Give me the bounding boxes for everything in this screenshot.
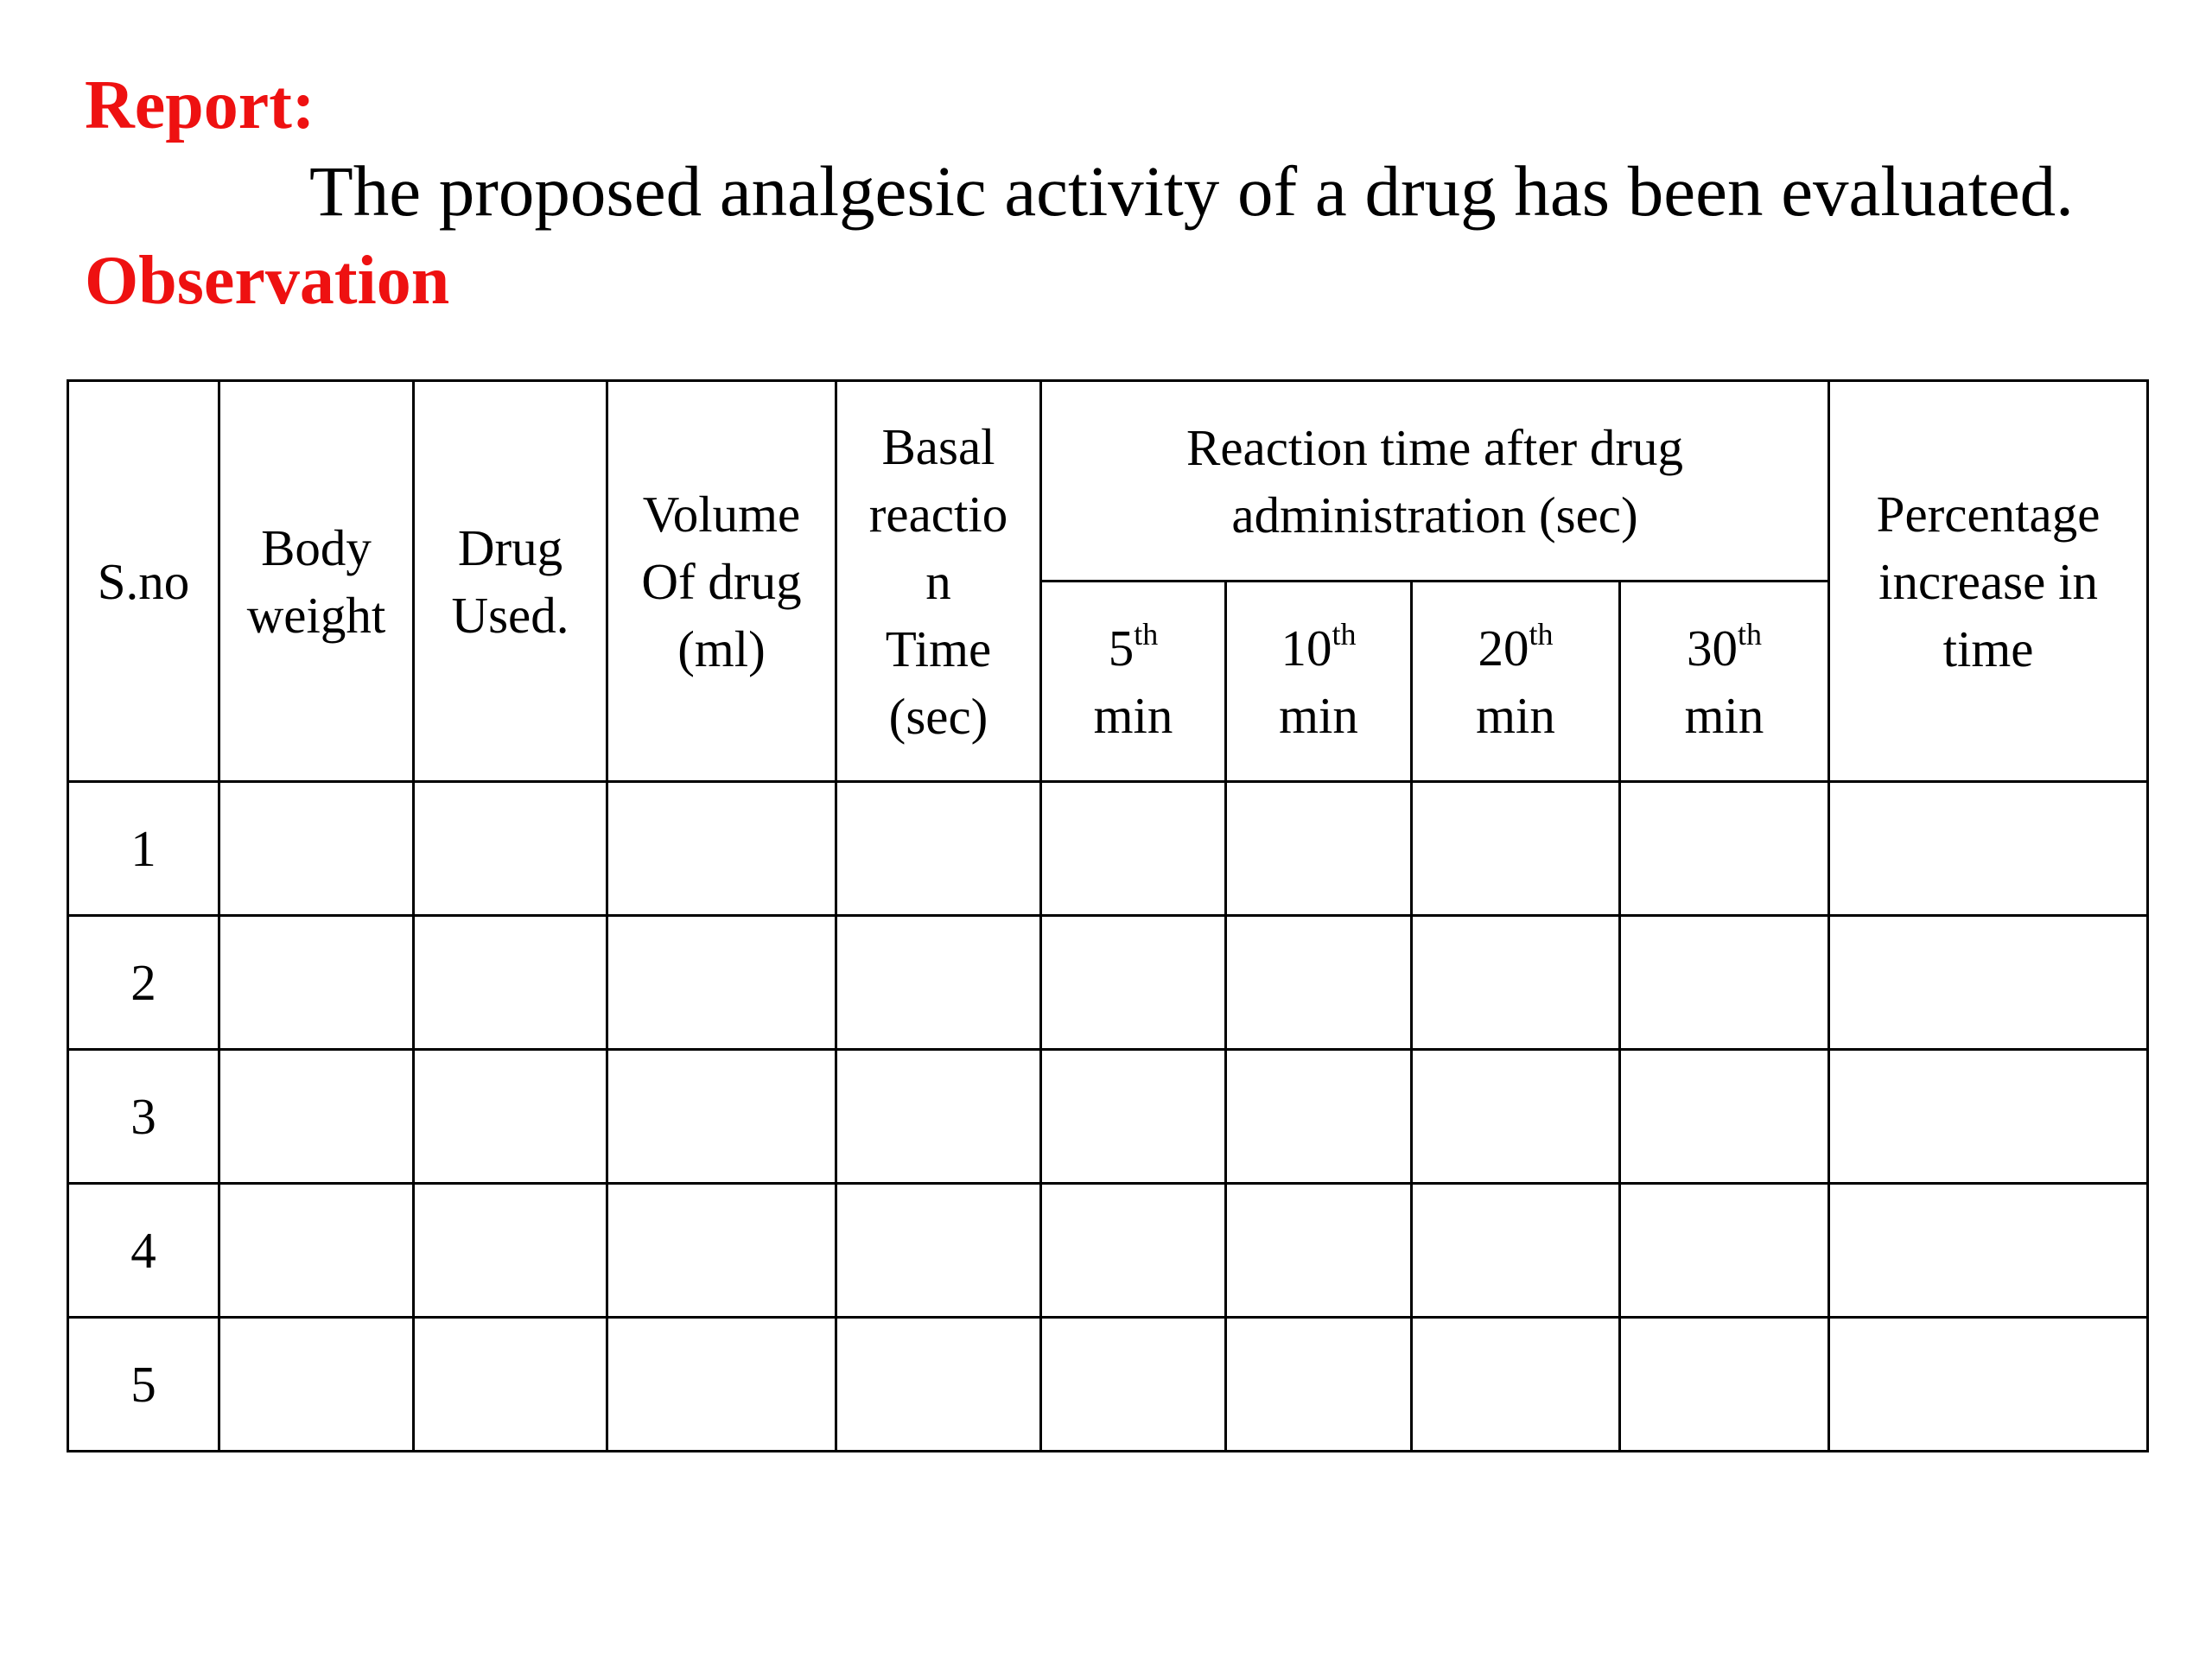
empty-cell (1412, 916, 1620, 1050)
sno-cell: 4 (68, 1184, 219, 1318)
empty-cell (414, 1318, 607, 1452)
header-reaction-time-group: Reaction time after drug administration (sec) (1041, 381, 1829, 582)
empty-cell (607, 1318, 836, 1452)
empty-cell (1829, 782, 2148, 916)
table-row (68, 1050, 2148, 1184)
empty-cell (1041, 916, 1226, 1050)
empty-cell (836, 782, 1041, 916)
empty-cell (1412, 782, 1620, 916)
empty-cell (607, 916, 836, 1050)
empty-cell (1620, 782, 1829, 916)
empty-cell (414, 782, 607, 916)
empty-cell (1620, 1050, 1829, 1184)
empty-cell (1041, 1050, 1226, 1184)
empty-cell (219, 1184, 414, 1318)
empty-cell (1829, 1184, 2148, 1318)
report-heading: Report: (85, 67, 315, 143)
header-body-weight: Body weight (219, 381, 414, 782)
sno-cell: 3 (68, 1050, 219, 1184)
empty-cell (836, 1050, 1041, 1184)
empty-cell (836, 1318, 1041, 1452)
observation-heading: Observation (85, 243, 450, 319)
sno-cell: 1 (68, 782, 219, 916)
table-row (68, 782, 2148, 916)
empty-cell (414, 1050, 607, 1184)
observation-table (67, 379, 2149, 1452)
header-basal-reaction-time: Basal reactio n Time (sec) (836, 381, 1041, 782)
header-10th-min: 10th min (1226, 582, 1412, 782)
empty-cell (219, 1318, 414, 1452)
empty-cell (1412, 1318, 1620, 1452)
empty-cell (1829, 1050, 2148, 1184)
empty-cell (607, 1184, 836, 1318)
empty-cell (219, 916, 414, 1050)
empty-cell (1226, 916, 1412, 1050)
table-row (68, 916, 2148, 1050)
empty-cell (1226, 782, 1412, 916)
empty-cell (1226, 1318, 1412, 1452)
header-volume-of-drug: Volume Of drug (ml) (607, 381, 836, 782)
empty-cell (1041, 1318, 1226, 1452)
table-row (68, 1318, 2148, 1452)
empty-cell (1041, 1184, 1226, 1318)
empty-cell (219, 1050, 414, 1184)
table-row (68, 1184, 2148, 1318)
empty-cell (836, 916, 1041, 1050)
header-drug-used: Drug Used. (414, 381, 607, 782)
header-20th-min: 20th min (1412, 582, 1620, 782)
empty-cell (414, 1184, 607, 1318)
empty-cell (607, 782, 836, 916)
header-30th-min: 30th min (1620, 582, 1829, 782)
empty-cell (607, 1050, 836, 1184)
empty-cell (219, 782, 414, 916)
empty-cell (1620, 916, 1829, 1050)
sno-cell: 2 (68, 916, 219, 1050)
empty-cell (1226, 1050, 1412, 1184)
empty-cell (1226, 1184, 1412, 1318)
empty-cell (1829, 1318, 2148, 1452)
sno-cell: 5 (68, 1318, 219, 1452)
empty-cell (836, 1184, 1041, 1318)
empty-cell (1829, 916, 2148, 1050)
empty-cell (1620, 1184, 1829, 1318)
header-percentage-increase: Percentage increase in time (1829, 381, 2148, 782)
empty-cell (414, 916, 607, 1050)
empty-cell (1412, 1050, 1620, 1184)
empty-cell (1041, 782, 1226, 916)
empty-cell (1620, 1318, 1829, 1452)
empty-cell (1412, 1184, 1620, 1318)
report-statement: The proposed analgesic activity of a drug has been evaluated. (309, 151, 2074, 231)
header-5th-min: 5th min (1041, 582, 1226, 782)
header-sno: S.no (68, 381, 219, 782)
